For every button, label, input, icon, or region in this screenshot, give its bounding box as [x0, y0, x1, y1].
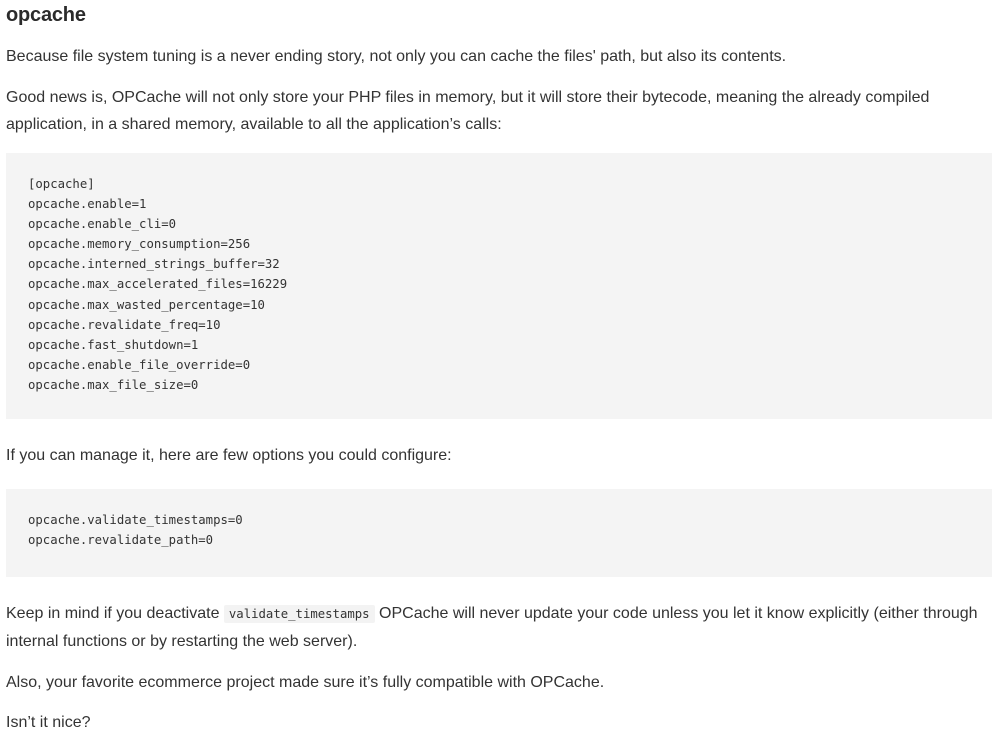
- section-heading: opcache: [6, 4, 86, 26]
- compatibility-paragraph: Also, your favorite ecommerce project made sure it’s fully compatible with OPCache.: [6, 674, 605, 691]
- timestamps-warning-paragraph: [6, 600, 992, 655]
- inline-code-validate-timestamps: validate_timestamps: [224, 605, 375, 623]
- optional-config-code-block[interactable]: opcache.validate_timestamps=0 opcache.revalidate_path=0: [6, 489, 992, 577]
- intro-paragraph: Because file system tuning is a never ending story, not only you can cache the files' path, but also its contents.: [6, 48, 787, 65]
- closing-paragraph: Isn’t it nice?: [6, 714, 91, 731]
- warning-text-end: OPCache will never update your code unless you let it know explicitly (either through internal functions or by restarting the web server).: [6, 605, 978, 650]
- opcache-config-code-block[interactable]: [opcache] opcache.enable=1 opcache.enable_cli=0 opcache.memory_consumption=256 opcache.interned_strings_buffer=32 opcache.max_accelerated_files=16229 opcache.max_wasted_percentage=10 opcache.revalidate_freq=10 opcache.fast_shutdown=1 opcache.enable_file_override=0 opcache.max_file_size=0: [6, 153, 992, 419]
- options-paragraph: If you can manage it, here are few options you could configure:: [6, 447, 452, 464]
- bytecode-paragraph: Good news is, OPCache will not only store your PHP files in memory, but it will store their bytecode, meaning the already compiled application, in a shared memory, available to all the application’s calls:: [6, 89, 930, 133]
- warning-text-start: Keep in mind if you deactivate: [6, 605, 224, 622]
